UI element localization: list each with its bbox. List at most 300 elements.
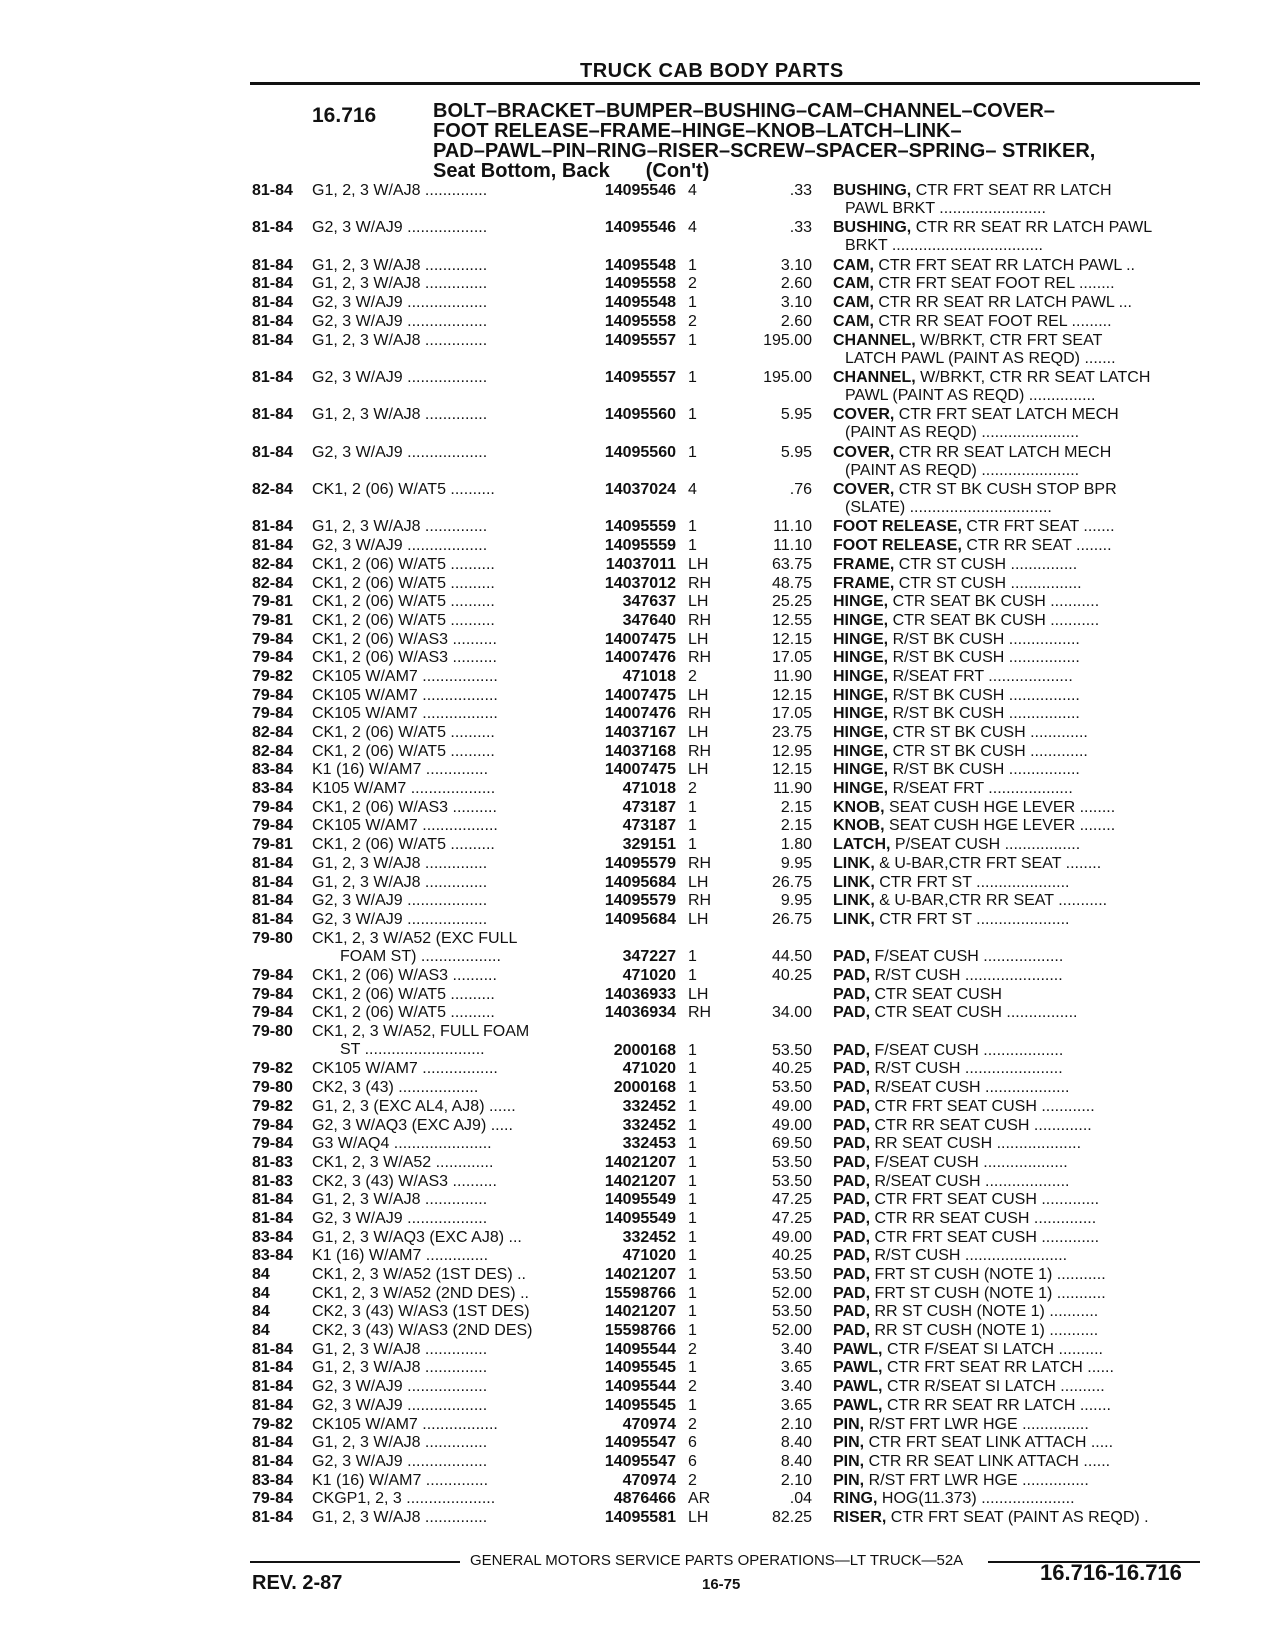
- parts-row: [0, 1285, 1280, 1304]
- part-detail: CTR FRT ST .....................: [879, 873, 1070, 891]
- price: 17.05: [771, 649, 812, 667]
- description-line: [833, 1434, 1113, 1451]
- model-years: 84: [252, 1303, 270, 1321]
- description: [833, 780, 1198, 798]
- model-years: 81-84: [252, 312, 293, 330]
- part-number: 15598766: [604, 1284, 676, 1302]
- application: [312, 743, 574, 761]
- application: [312, 1154, 574, 1172]
- description-line: [833, 1397, 1111, 1414]
- parts-row: [0, 1453, 1280, 1472]
- model-years: 81-84: [252, 1191, 293, 1209]
- model-years: 81-84: [252, 406, 293, 424]
- part-number: 14095545: [604, 1396, 676, 1414]
- parts-row: [0, 369, 1280, 406]
- parts-row: [0, 892, 1280, 911]
- model-years: 83-84: [252, 1471, 293, 1489]
- model-years: 81-84: [252, 294, 293, 312]
- model-years: 81-84: [252, 892, 293, 910]
- quantity: 6: [688, 1434, 697, 1452]
- application-line: G2, 3 W/AJ9 ..................: [312, 219, 488, 237]
- description-line: [833, 967, 1063, 984]
- part-name: RISER,: [833, 1508, 887, 1526]
- part-number: 14021207: [604, 1153, 676, 1171]
- application: [312, 1135, 574, 1153]
- application-line: K105 W/AM7 ...................: [312, 780, 496, 798]
- application: [312, 369, 574, 387]
- part-detail: CTR FRT SEAT CUSH .............: [874, 1191, 1100, 1209]
- description-line: [833, 1359, 1114, 1376]
- part-number: 14095547: [604, 1452, 676, 1470]
- description-line: [833, 1098, 1095, 1115]
- part-detail: CTR RR SEAT ........: [966, 537, 1112, 555]
- part-name: HINGE,: [833, 705, 889, 723]
- application: [312, 481, 574, 499]
- part-name: CAM,: [833, 294, 874, 312]
- description: [833, 1229, 1198, 1247]
- model-years: 82-84: [252, 724, 293, 742]
- description-line: [833, 1229, 1099, 1246]
- description: [833, 481, 1198, 517]
- part-name: CAM,: [833, 275, 874, 293]
- part-number: 14095548: [604, 294, 676, 312]
- quantity: 1: [688, 1322, 697, 1340]
- part-number: 14095558: [604, 275, 676, 293]
- quantity: LH: [688, 761, 709, 779]
- part-name: LATCH,: [833, 836, 891, 854]
- price: 9.95: [780, 854, 812, 872]
- model-years: 79-80: [252, 1079, 293, 1097]
- part-number: 347637: [622, 593, 676, 611]
- description-line: [833, 799, 1115, 816]
- quantity: 4: [688, 481, 697, 499]
- application: [312, 836, 574, 854]
- quantity: 2: [688, 1415, 697, 1433]
- part-number: 471020: [622, 1060, 676, 1078]
- description: [833, 761, 1198, 779]
- parts-row: [0, 593, 1280, 612]
- model-years: 81-84: [252, 182, 293, 199]
- quantity: 1: [688, 443, 697, 461]
- description-line: [833, 724, 1088, 741]
- quantity: 1: [688, 1303, 697, 1321]
- application: [312, 612, 574, 630]
- price: 8.40: [780, 1452, 812, 1470]
- application-line: G1, 2, 3 W/AJ8 ..............: [312, 1508, 488, 1526]
- description: [833, 313, 1198, 331]
- price: 8.40: [780, 1434, 812, 1452]
- description: [833, 275, 1198, 293]
- description-line: [833, 593, 1099, 610]
- part-number: 14095549: [604, 1191, 676, 1209]
- quantity: 2: [688, 780, 697, 798]
- part-number: 14037012: [604, 574, 676, 592]
- application-line: CK2, 3 (43) W/AS3 (1ST DES): [312, 1303, 530, 1321]
- application: [312, 1359, 574, 1377]
- part-detail: CTR RR SEAT RR LATCH PAWL: [915, 219, 1153, 237]
- part-detail: & U-BAR,CTR RR SEAT ...........: [879, 892, 1108, 910]
- part-name: HINGE,: [833, 649, 889, 667]
- part-number: 14095560: [604, 406, 676, 424]
- parts-row: [0, 1004, 1280, 1023]
- model-years: 79-84: [252, 985, 293, 1003]
- description: [833, 874, 1198, 892]
- application-line: CK1, 2 (06) W/AT5 ..........: [312, 555, 495, 573]
- application: [312, 986, 574, 1004]
- quantity: 2: [688, 312, 697, 330]
- description: [833, 1472, 1198, 1490]
- description: [833, 1453, 1198, 1471]
- part-name: HINGE,: [833, 630, 889, 648]
- model-years: 83-84: [252, 780, 293, 798]
- quantity: 1: [688, 368, 697, 386]
- part-detail: CTR ST BK CUSH .............: [892, 742, 1088, 760]
- model-years: 79-82: [252, 1060, 293, 1078]
- application: [312, 1434, 574, 1452]
- model-years: 81-84: [252, 219, 293, 237]
- parts-row: [0, 1266, 1280, 1285]
- part-number: 14095544: [604, 1378, 676, 1396]
- description: [833, 1079, 1198, 1097]
- description: [833, 631, 1198, 649]
- description-line: [833, 1266, 1106, 1283]
- model-years: 81-84: [252, 331, 293, 349]
- description: [833, 705, 1198, 723]
- part-name: COVER,: [833, 481, 895, 499]
- description-line: [833, 182, 1112, 199]
- model-years: 79-84: [252, 1116, 293, 1134]
- quantity: 2: [688, 667, 697, 685]
- model-years: 79-84: [252, 705, 293, 723]
- description: [833, 1490, 1198, 1508]
- part-detail: CTR FRT SEAT .......: [966, 518, 1115, 536]
- description-line: [833, 649, 1080, 666]
- price: 17.05: [771, 705, 812, 723]
- part-number: 14037024: [604, 481, 676, 499]
- price: 53.50: [771, 1041, 812, 1059]
- price: 3.40: [780, 1340, 812, 1358]
- part-name: HINGE,: [833, 742, 889, 760]
- description-line-2: (PAINT AS REQD) ......................: [845, 461, 1080, 479]
- application-line: G2, 3 W/AJ9 ..................: [312, 1452, 488, 1470]
- part-detail: HOG(11.373) .....................: [881, 1490, 1075, 1508]
- description: [833, 1341, 1198, 1359]
- part-detail: CTR SEAT CUSH: [874, 985, 1002, 1003]
- price: 2.60: [780, 312, 812, 330]
- part-name: PAD,: [833, 948, 871, 966]
- description-line: [833, 1303, 1098, 1320]
- part-number: 14095546: [604, 182, 676, 199]
- application: [312, 406, 574, 424]
- description: [833, 892, 1198, 910]
- price: 49.00: [771, 1116, 812, 1134]
- part-number: 2000168: [613, 1041, 676, 1059]
- part-detail: R/ST BK CUSH ................: [892, 630, 1080, 648]
- application: [312, 874, 574, 892]
- parts-row: [0, 612, 1280, 631]
- description: [833, 1416, 1198, 1434]
- quantity: 1: [688, 1060, 697, 1078]
- part-number: 15598766: [604, 1322, 676, 1340]
- description: [833, 948, 1198, 966]
- part-detail: CTR RR SEAT LATCH MECH: [898, 443, 1112, 461]
- description-line: [833, 1117, 1092, 1134]
- parts-row: [0, 294, 1280, 313]
- part-detail: F/SEAT CUSH ..................: [874, 1041, 1064, 1059]
- application-line: G1, 2, 3 W/AJ8 ..............: [312, 406, 488, 424]
- parts-row: [0, 313, 1280, 332]
- part-name: PAD,: [833, 1322, 871, 1340]
- model-years: 79-84: [252, 967, 293, 984]
- part-number: 332452: [622, 1097, 676, 1115]
- parts-row: [0, 1416, 1280, 1435]
- description: [833, 967, 1198, 985]
- application-line: CK105 W/AM7 .................: [312, 1415, 498, 1433]
- part-detail: CTR ST CUSH ................: [898, 574, 1082, 592]
- part-name: PAD,: [833, 1247, 871, 1265]
- application: [312, 1023, 574, 1059]
- description: [833, 593, 1198, 611]
- part-number: 14095557: [604, 368, 676, 386]
- model-years: 81-84: [252, 275, 293, 293]
- part-detail: CTR FRT SEAT LINK ATTACH .....: [868, 1434, 1114, 1452]
- price: 26.75: [771, 910, 812, 928]
- description: [833, 1042, 1198, 1060]
- description: [833, 612, 1198, 630]
- part-name: PAD,: [833, 1228, 871, 1246]
- application-line: CK1, 2, 3 W/A52 .............: [312, 1153, 494, 1171]
- model-years: 81-84: [252, 368, 293, 386]
- description: [833, 1135, 1198, 1153]
- part-number: 347640: [622, 611, 676, 629]
- quantity: LH: [688, 910, 709, 928]
- description-line: [833, 892, 1107, 909]
- parts-row: [0, 1023, 1280, 1060]
- price: 12.15: [771, 686, 812, 704]
- quantity: RH: [688, 649, 712, 667]
- part-number: 473187: [622, 798, 676, 816]
- quantity: 1: [688, 1153, 697, 1171]
- model-years: 81-84: [252, 910, 293, 928]
- price: 3.10: [780, 294, 812, 312]
- part-name: LINK,: [833, 873, 875, 891]
- description: [833, 1397, 1198, 1415]
- application-line-2: ST ...........................: [340, 1041, 485, 1059]
- quantity: 2: [688, 1471, 697, 1489]
- part-number: 332452: [622, 1228, 676, 1246]
- description-line: [833, 518, 1115, 535]
- part-detail: CTR ST BK CUSH STOP BPR: [898, 481, 1117, 499]
- model-years: 81-84: [252, 518, 293, 536]
- model-years: 79-84: [252, 1135, 293, 1153]
- part-number: 471020: [622, 1247, 676, 1265]
- price: 12.15: [771, 761, 812, 779]
- quantity: RH: [688, 574, 712, 592]
- application-line: CK1, 2 (06) W/AT5 ..........: [312, 574, 495, 592]
- description: [833, 575, 1198, 593]
- parts-row: [0, 668, 1280, 687]
- part-name: FRAME,: [833, 555, 895, 573]
- parts-row: [0, 967, 1280, 986]
- parts-row: [0, 1303, 1280, 1322]
- application-line: G1, 2, 3 W/AQ3 (EXC AJ8) ...: [312, 1228, 522, 1246]
- part-name: HINGE,: [833, 761, 889, 779]
- description: [833, 668, 1198, 686]
- price: 2.15: [780, 817, 812, 835]
- parts-row: [0, 1472, 1280, 1491]
- application: [312, 1378, 574, 1396]
- parts-row: [0, 1341, 1280, 1360]
- application-line: G1, 2, 3 W/AJ8 ..............: [312, 275, 488, 293]
- model-years: 81-84: [252, 537, 293, 555]
- part-number: 14095544: [604, 1340, 676, 1358]
- part-detail: R/ST BK CUSH ................: [892, 649, 1080, 667]
- application: [312, 1490, 574, 1508]
- application: [312, 1285, 574, 1303]
- description: [833, 556, 1198, 574]
- part-detail: F/SEAT CUSH ...................: [874, 1153, 1068, 1171]
- quantity: 4: [688, 219, 697, 237]
- application-line: CK105 W/AM7 .................: [312, 686, 498, 704]
- parts-row: [0, 1229, 1280, 1248]
- application-line: CK1, 2, 3 W/A52, FULL FOAM: [312, 1023, 530, 1041]
- part-number: 470974: [622, 1471, 676, 1489]
- description-line: [833, 294, 1132, 311]
- part-name: LINK,: [833, 892, 875, 910]
- price: 69.50: [771, 1135, 812, 1153]
- price: 53.50: [771, 1266, 812, 1284]
- parts-row: [0, 1154, 1280, 1173]
- price: .33: [789, 219, 812, 237]
- application: [312, 1079, 574, 1097]
- heading-line: PAD–PAWL–PIN–RING–RISER–SCREW–SPACER–SPRING– STRIKER,: [433, 140, 1096, 162]
- part-detail: P/SEAT CUSH .................: [894, 836, 1081, 854]
- parts-row: [0, 855, 1280, 874]
- description: [833, 406, 1198, 442]
- part-number: 14036934: [604, 1004, 676, 1022]
- part-name: BUSHING,: [833, 182, 912, 199]
- part-name: FOOT RELEASE,: [833, 537, 962, 555]
- price: 47.25: [771, 1209, 812, 1227]
- part-detail: R/ST FRT LWR HGE ...............: [868, 1415, 1089, 1433]
- description-line-2: LATCH PAWL (PAINT AS REQD) .......: [845, 349, 1116, 367]
- price: 11.90: [773, 667, 812, 685]
- application-line: G2, 3 W/AJ9 ..................: [312, 294, 488, 312]
- part-number: 14095549: [604, 1209, 676, 1227]
- part-number: 14007475: [604, 761, 676, 779]
- part-detail: CTR FRT SEAT (PAINT AS REQD) .: [890, 1508, 1149, 1526]
- part-detail: CTR SEAT BK CUSH ...........: [892, 611, 1100, 629]
- application-line: G1, 2, 3 W/AJ8 ..............: [312, 1434, 488, 1452]
- part-name: PAD,: [833, 985, 871, 1003]
- price: .04: [789, 1490, 812, 1508]
- application-line: G2, 3 W/AJ9 ..................: [312, 368, 488, 386]
- description-line-2: (PAINT AS REQD) ......................: [845, 424, 1080, 442]
- application-line: CK1, 2 (06) W/AS3 ..........: [312, 967, 497, 984]
- part-detail: R/SEAT FRT ...................: [892, 667, 1073, 685]
- model-years: 79-80: [252, 929, 293, 947]
- part-detail: CTR RR SEAT RR LATCH PAWL ...: [878, 294, 1132, 312]
- price: 195.00: [763, 368, 812, 386]
- section-heading: [433, 101, 1193, 181]
- description-line: [833, 369, 1150, 386]
- part-name: PIN,: [833, 1434, 865, 1452]
- part-name: HINGE,: [833, 780, 889, 798]
- application: [312, 1210, 574, 1228]
- description: [833, 294, 1198, 312]
- parts-row: [0, 911, 1280, 930]
- application-line: CK2, 3 (43) W/AS3 (2ND DES): [312, 1322, 533, 1340]
- description: [833, 1434, 1198, 1452]
- description-line: [833, 855, 1101, 872]
- price: 9.95: [780, 892, 812, 910]
- application-line: CK105 W/AM7 .................: [312, 667, 498, 685]
- parts-row: [0, 1322, 1280, 1341]
- parts-row: [0, 761, 1280, 780]
- model-years: 83-84: [252, 1247, 293, 1265]
- description: [833, 986, 1198, 1004]
- part-detail: CTR FRT SEAT RR LATCH PAWL ..: [878, 256, 1135, 274]
- part-number: 14095547: [604, 1434, 676, 1452]
- model-years: 81-84: [252, 1378, 293, 1396]
- part-number: 332452: [622, 1116, 676, 1134]
- part-name: LINK,: [833, 910, 875, 928]
- continued-label: (Con't): [645, 160, 710, 182]
- model-years: 81-84: [252, 443, 293, 461]
- price: 195.00: [763, 331, 812, 349]
- application: [312, 1060, 574, 1078]
- model-years: 84: [252, 1322, 270, 1340]
- description-line: [833, 1154, 1068, 1171]
- description-line: [833, 911, 1069, 928]
- model-years: 79-84: [252, 630, 293, 648]
- application-line: G2, 3 W/AJ9 ..................: [312, 443, 488, 461]
- model-years: 81-84: [252, 1359, 293, 1377]
- part-number: 14007475: [604, 686, 676, 704]
- parts-row: [0, 257, 1280, 276]
- description: [833, 724, 1198, 742]
- application: [312, 1117, 574, 1135]
- application-line: CK1, 2 (06) W/AT5 ..........: [312, 481, 495, 499]
- part-detail: CTR RR SEAT FOOT REL .........: [878, 312, 1112, 330]
- application: [312, 1509, 574, 1527]
- price: .33: [789, 182, 812, 199]
- parts-row: [0, 1247, 1280, 1266]
- quantity: RH: [688, 1004, 712, 1022]
- application: [312, 1191, 574, 1209]
- part-number: 471018: [622, 667, 676, 685]
- quantity: 1: [688, 1116, 697, 1134]
- description: [833, 1378, 1198, 1396]
- quantity: 1: [688, 406, 697, 424]
- price: 23.75: [771, 724, 812, 742]
- description: [833, 1191, 1198, 1209]
- model-years: 81-84: [252, 1434, 293, 1452]
- parts-row: [0, 836, 1280, 855]
- description-line: [833, 631, 1080, 648]
- description-line: [833, 481, 1117, 498]
- parts-row: [0, 743, 1280, 762]
- application: [312, 575, 574, 593]
- page-number: 16-75: [702, 1576, 741, 1593]
- part-name: PAWL,: [833, 1340, 883, 1358]
- application-line: G2, 3 W/AJ9 ..................: [312, 537, 488, 555]
- description-line: [833, 948, 1063, 965]
- description: [833, 1060, 1198, 1078]
- part-name: PAD,: [833, 1303, 871, 1321]
- parts-row: [0, 1060, 1280, 1079]
- price: 53.50: [771, 1153, 812, 1171]
